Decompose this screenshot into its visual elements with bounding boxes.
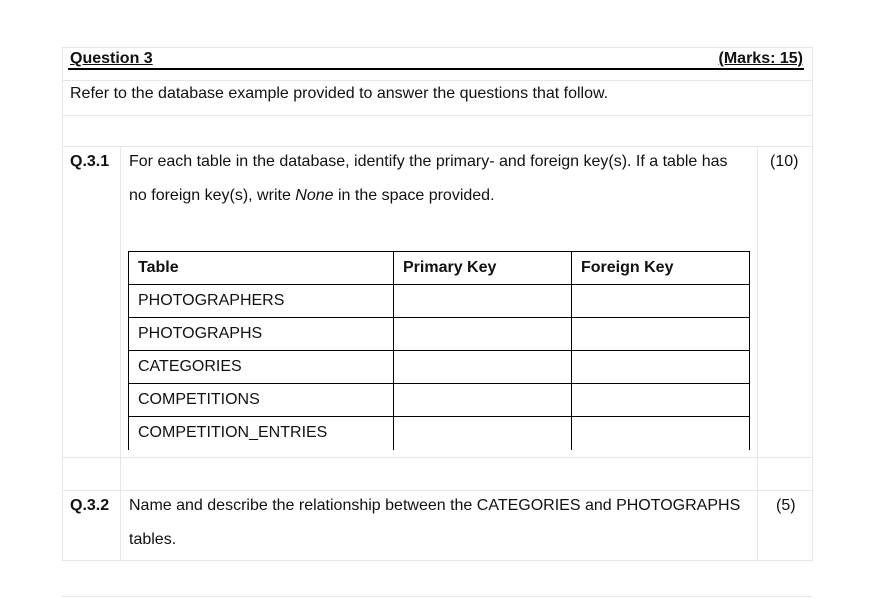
key-table-header-row (129, 252, 750, 285)
q32-marks: (5) (776, 497, 796, 514)
foreign-key-cell[interactable] (572, 384, 750, 417)
grid-line (62, 115, 812, 116)
q32-text-line1: Name and describe the relationship between the CATEGORIES and PHOTOGRAPHS (129, 497, 741, 514)
grid-line (62, 560, 812, 561)
q31-text-line2-post: in the space provided. (333, 187, 495, 204)
grid-line (62, 457, 812, 458)
q31-marks: (10) (770, 153, 799, 170)
primary-key-cell[interactable] (394, 351, 572, 384)
key-table-header-table: Table (129, 252, 394, 285)
grid-line (62, 47, 812, 48)
header-rule (68, 68, 804, 70)
grid-line (62, 490, 812, 491)
key-table-header-foreign: Foreign Key (572, 252, 750, 285)
q31-number: Q.3.1 (70, 153, 110, 170)
grid-line (120, 146, 121, 561)
grid-line (62, 596, 812, 597)
foreign-key-cell[interactable] (572, 417, 750, 450)
primary-key-cell[interactable] (394, 384, 572, 417)
key-table-header-primary: Primary Key (394, 252, 572, 285)
table-row (129, 285, 750, 318)
key-table (128, 251, 750, 450)
grid-line (62, 47, 63, 561)
question-title: Question 3 (70, 50, 153, 67)
q31-text-line2-pre: no foreign key(s), write (129, 187, 296, 204)
primary-key-cell[interactable] (394, 318, 572, 351)
table-name-cell: PHOTOGRAPHERS (129, 285, 394, 318)
table-row (129, 417, 750, 450)
q31-text-line2 (129, 187, 495, 205)
foreign-key-cell[interactable] (572, 318, 750, 351)
foreign-key-cell[interactable] (572, 285, 750, 318)
table-name-cell: COMPETITION_ENTRIES (129, 417, 394, 450)
table-row (129, 318, 750, 351)
question-marks: (Marks: 15) (718, 50, 803, 67)
table-name-cell: CATEGORIES (129, 351, 394, 384)
grid-line (757, 146, 758, 561)
primary-key-cell[interactable] (394, 417, 572, 450)
table-name-cell: COMPETITIONS (129, 384, 394, 417)
q31-text-none: None (295, 187, 334, 204)
grid-line (62, 80, 812, 81)
q32-text-line2: tables. (129, 531, 177, 548)
grid-line (812, 47, 813, 561)
table-row (129, 351, 750, 384)
q32-number: Q.3.2 (70, 497, 110, 514)
intro-text: Refer to the database example provided to answer the questions that follow. (70, 85, 609, 102)
grid-line (62, 146, 812, 147)
table-row (129, 384, 750, 417)
table-name-cell: PHOTOGRAPHS (129, 318, 394, 351)
foreign-key-cell[interactable] (572, 351, 750, 384)
q31-text-line1: For each table in the database, identify the primary- and foreign key(s). If a table has (129, 153, 728, 170)
primary-key-cell[interactable] (394, 285, 572, 318)
